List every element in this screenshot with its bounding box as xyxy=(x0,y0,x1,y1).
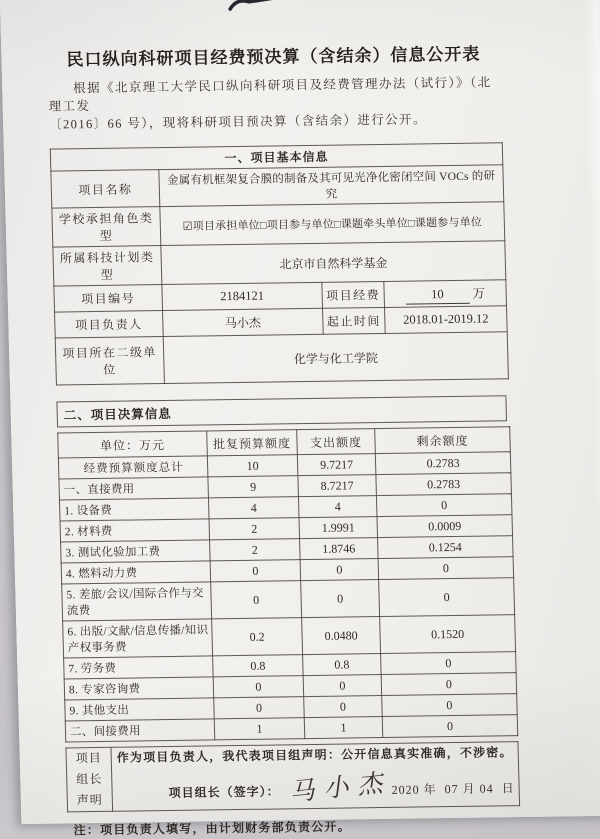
expense-value: 0 xyxy=(382,715,518,738)
declaration-box xyxy=(65,741,520,812)
expense-value: 0.1520 xyxy=(380,615,516,654)
signature-row xyxy=(112,770,519,810)
intro-line-1: 根据《北京理工大学民口纵向科研项目及经费管理办法（试行）》（北理工发 xyxy=(48,75,492,114)
expense-value: 0.1254 xyxy=(378,536,514,559)
expense-value: 0.0480 xyxy=(302,617,381,655)
expense-value: 4 xyxy=(298,496,377,518)
department-row xyxy=(55,332,508,385)
expense-value: 0 xyxy=(300,559,379,581)
project-number-label: 项目编号 xyxy=(54,285,163,313)
expense-value: 0.8 xyxy=(213,655,304,677)
expense-value: 0 xyxy=(301,580,380,618)
sign-date: 2020 年 07 月 04 日 xyxy=(391,780,515,797)
department-label: 项目所在二级单位 xyxy=(55,337,164,385)
project-leader-value: 马小杰 xyxy=(163,308,324,336)
expense-value: 0 xyxy=(304,696,383,718)
expense-value: 0 xyxy=(210,560,301,582)
declaration-label-line: 项目 xyxy=(75,750,102,766)
plan-type-label: 所属科技计划类型 xyxy=(53,246,162,286)
settlement-row xyxy=(62,578,515,621)
handwritten-signature: 马小杰 xyxy=(288,769,393,807)
expense-value: 4 xyxy=(208,497,299,519)
expense-value: 1 xyxy=(214,718,305,740)
project-funds-label: 项目经费 xyxy=(322,281,385,308)
role-type-label: 学校承担角色类型 xyxy=(52,207,161,247)
expense-category: 1. 设备费 xyxy=(59,498,209,521)
expense-value: 2 xyxy=(210,539,301,561)
expense-value: 10 xyxy=(207,455,298,477)
checkbox-unchecked-icon: □课题参与单位 xyxy=(407,216,483,230)
expense-value: 0 xyxy=(213,676,304,698)
footer-note: 注：项目负责人填写，由计划财务部负责公开。 xyxy=(73,819,351,838)
role-type-row xyxy=(52,202,505,247)
funds-amount: 10 xyxy=(405,286,469,304)
intro-line-2: 〔2016〕66 号），现将科研项目预决算（含结余）进行公开。 xyxy=(48,112,428,132)
checkbox-checked-icon: ☑项目承担单位 xyxy=(182,219,261,233)
project-leader-label: 项目负责人 xyxy=(55,311,164,339)
checkbox-unchecked-icon: □项目参与单位 xyxy=(259,218,335,232)
project-number-value: 2184121 xyxy=(162,282,323,310)
expense-value: 9 xyxy=(208,476,299,498)
settlement-section-title: 二、项目决算信息 xyxy=(56,395,507,427)
expense-category: 5. 差旅/会议/国际合作与交流费 xyxy=(62,582,212,621)
funds-unit: 万 xyxy=(472,286,486,301)
expense-value: 8.7217 xyxy=(298,475,377,497)
expense-category: 8. 专家咨询费 xyxy=(64,677,214,700)
period-label: 起止时间 xyxy=(323,307,386,334)
expense-value: 0 xyxy=(214,697,305,719)
expense-category: 7. 劳务费 xyxy=(64,656,214,679)
expense-value: 0.8 xyxy=(303,654,382,676)
binder-clip-icon xyxy=(227,0,275,12)
project-name-row xyxy=(51,165,504,208)
expense-value: 0 xyxy=(381,652,517,675)
expense-category: 一、直接费用 xyxy=(59,477,209,500)
declaration-label-line: 组长 xyxy=(76,771,103,787)
plan-type-row xyxy=(53,241,506,286)
expense-category: 2. 材料费 xyxy=(60,519,210,542)
basic-info-table xyxy=(50,142,509,385)
expense-value: 0.2783 xyxy=(376,473,512,496)
expense-value: 0 xyxy=(378,557,514,580)
project-funds-value xyxy=(384,280,507,308)
settlement-row xyxy=(63,615,516,658)
expense-category: 3. 测试化验加工费 xyxy=(61,540,211,563)
expense-value: 0 xyxy=(381,673,517,696)
settlement-header-budget: 批复预算额度 xyxy=(207,430,298,456)
declaration-statement: 作为项目负责人，我代表项目组声明：公开信息真实准确，不涉密。 xyxy=(116,745,513,765)
form-title: 民口纵向科研项目经费预决算（含结余）信息公开表 xyxy=(66,44,481,70)
expense-value: 1.9991 xyxy=(299,517,378,539)
declaration-label xyxy=(66,747,113,812)
settlement-header-remaining: 剩余额度 xyxy=(375,427,511,454)
declaration-row xyxy=(66,742,520,812)
expense-category: 9. 其他支出 xyxy=(65,698,215,721)
expense-value: 0 xyxy=(303,675,382,697)
expense-category: 4. 燃料动力费 xyxy=(61,561,211,584)
expense-value: 0 xyxy=(382,694,518,717)
expense-category: 6. 出版/文献/信息传播/知识产权事务费 xyxy=(63,619,213,658)
expense-value: 0.0009 xyxy=(377,515,513,538)
project-name-label: 项目名称 xyxy=(51,170,160,208)
expense-category: 经费预算额度总计 xyxy=(58,456,208,479)
project-name-value: 金属有机框架复合膜的制备及其可见光净化密闭空间 VOCs 的研究 xyxy=(159,165,504,207)
sign-label: 项目组长（签字）： xyxy=(168,783,280,800)
expense-value: 1 xyxy=(304,717,383,739)
expense-value: 0.2783 xyxy=(375,452,511,475)
expense-value: 0 xyxy=(376,494,512,517)
declaration-label-line: 声明 xyxy=(76,792,104,808)
expense-value: 0 xyxy=(379,578,515,617)
basic-section-title: 一、项目基本信息 xyxy=(50,143,503,171)
expense-category: 二、间接费用 xyxy=(65,719,215,742)
plan-type-value: 北京市自然科学基金 xyxy=(161,241,506,285)
settlement-table xyxy=(57,426,518,742)
settlement-header-spent: 支出额度 xyxy=(297,429,376,455)
period-value: 2018.01-2019.12 xyxy=(385,306,508,334)
expense-value: 1.8746 xyxy=(300,538,379,560)
settlement-header-unit: 单位：万元 xyxy=(58,431,208,458)
form-content xyxy=(47,39,520,838)
role-type-options xyxy=(160,202,505,246)
checkbox-unchecked-icon: □课题牵头单位 xyxy=(333,217,409,231)
expense-value: 0.2 xyxy=(212,618,303,656)
expense-value: 0 xyxy=(211,581,302,619)
department-value: 化学与化工学院 xyxy=(163,332,508,384)
expense-value: 2 xyxy=(209,518,300,540)
expense-value: 9.7217 xyxy=(297,454,376,476)
declaration-body xyxy=(111,742,520,812)
